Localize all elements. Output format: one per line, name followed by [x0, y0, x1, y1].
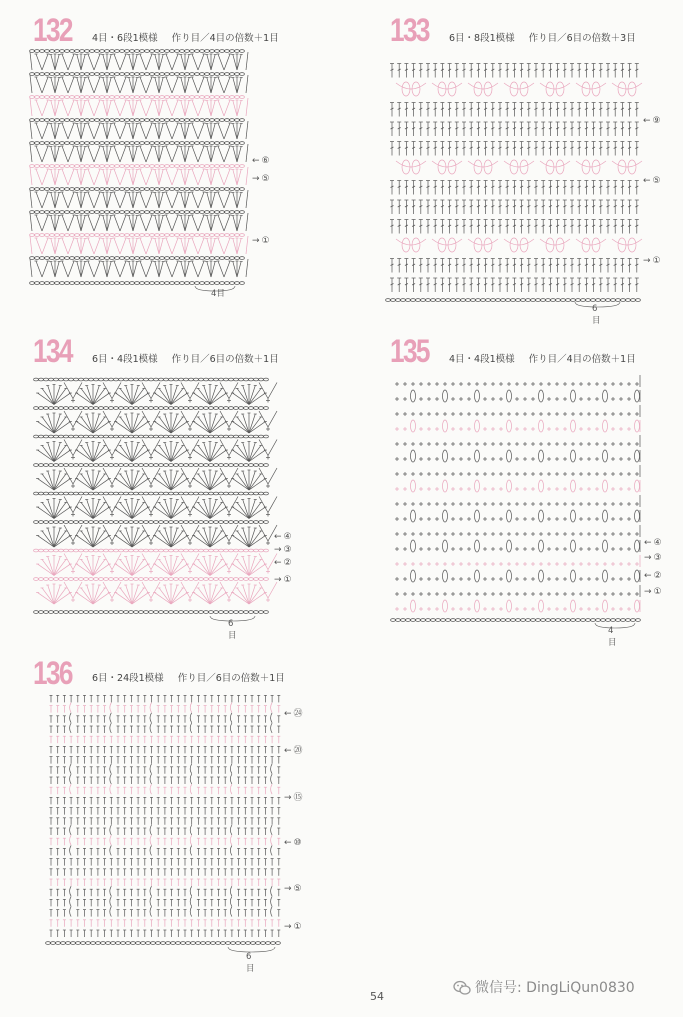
spec-rows: 6目・8段1模様	[449, 33, 515, 44]
pattern-number: 135	[390, 333, 429, 369]
watermark-text: 微信号: DingLiQun0830	[475, 980, 635, 996]
row-marker: → ①	[643, 256, 661, 266]
row-marker: ← ⑨	[643, 116, 661, 126]
row-marker: ← ⑳	[284, 746, 303, 756]
pattern-number: 134	[33, 333, 72, 369]
row-marker: → ①	[284, 922, 302, 932]
repeat-count: 6目	[246, 952, 255, 974]
row-marker: → ①	[274, 575, 292, 585]
row-marker: → ⑮	[284, 793, 303, 803]
row-marker: → ①	[644, 587, 662, 597]
spec-foundation: 作り目／4目の倍数＋1目	[528, 354, 636, 365]
row-marker: ← ⑥	[252, 156, 270, 166]
spec-foundation: 作り目／6目の倍数＋1目	[171, 354, 279, 365]
wechat-icon	[453, 980, 471, 996]
row-marker: → ③	[274, 545, 292, 555]
pattern-spec	[449, 351, 636, 365]
pattern-spec	[92, 670, 285, 684]
row-marker: → ⑤	[252, 174, 270, 184]
pattern-number: 133	[390, 12, 429, 48]
watermark	[453, 977, 635, 997]
row-marker: → ⑤	[284, 884, 302, 894]
row-marker: ← ⑩	[284, 838, 302, 848]
spec-rows: 6目・4段1模様	[92, 354, 158, 365]
row-marker: ← ④	[644, 538, 662, 548]
row-marker: ← ㉔	[284, 709, 303, 719]
spec-foundation: 作り目／6目の倍数＋3目	[528, 33, 636, 44]
pattern-spec	[92, 351, 279, 365]
row-marker: ← ②	[644, 571, 662, 581]
pattern-number: 132	[33, 12, 72, 48]
pattern-spec	[449, 30, 636, 44]
row-marker: ← ④	[274, 532, 292, 542]
repeat-count: 6目	[592, 304, 601, 326]
row-marker: → ①	[252, 236, 270, 246]
spec-foundation: 作り目／4目の倍数＋1目	[171, 33, 279, 44]
row-marker: ← ②	[274, 558, 292, 568]
spec-rows: 4目・4段1模様	[449, 354, 515, 365]
spec-rows: 6目・24段1模様	[92, 673, 164, 684]
repeat-count: 6目	[228, 619, 237, 641]
page-number: 54	[370, 990, 384, 1003]
pattern-number: 136	[33, 655, 72, 691]
spec-foundation: 作り目／6目の倍数＋1目	[177, 673, 285, 684]
repeat-count: 4目	[608, 626, 617, 648]
row-marker: ← ⑤	[643, 176, 661, 186]
repeat-count: 4目	[211, 289, 225, 299]
row-marker: → ③	[644, 553, 662, 563]
spec-rows: 4目・6段1模様	[92, 33, 158, 44]
